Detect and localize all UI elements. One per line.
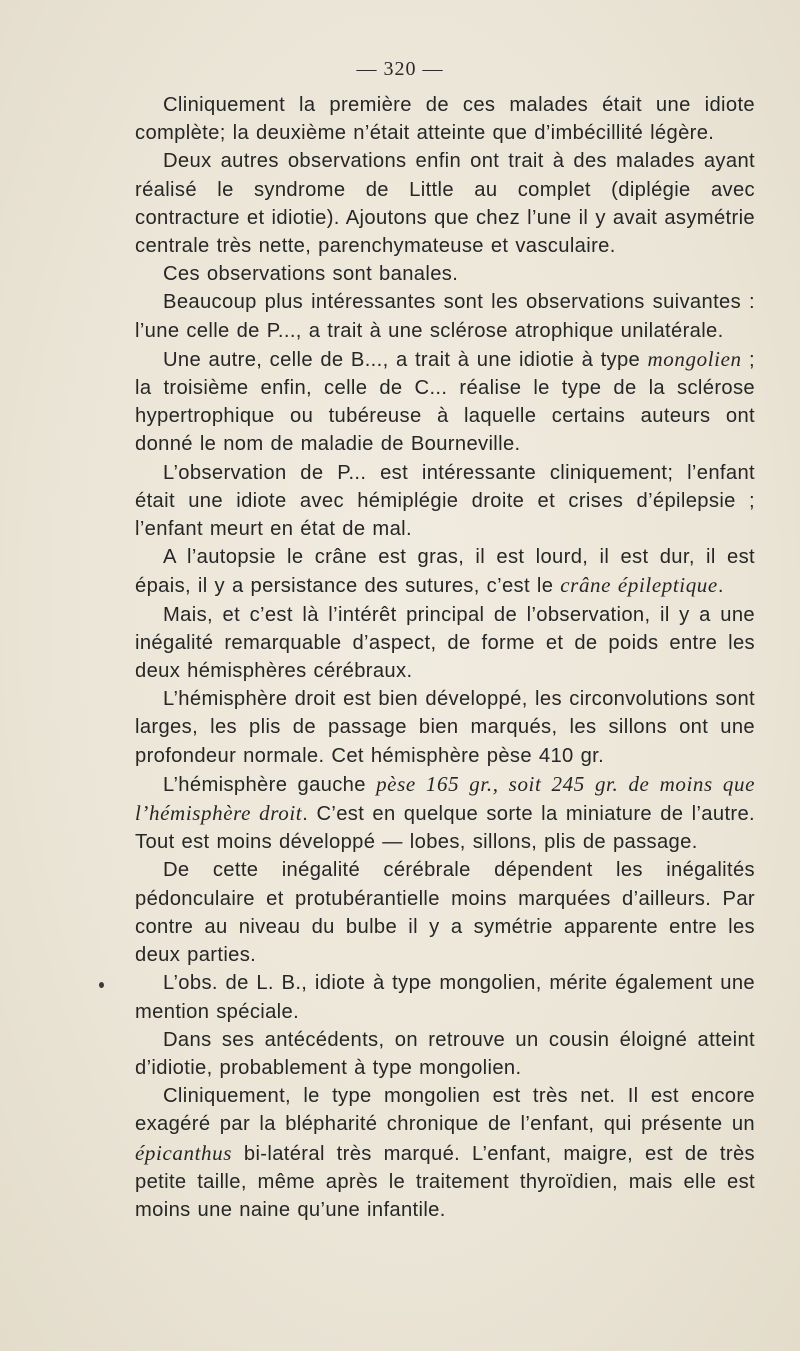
paragraph	[135, 770, 755, 857]
italic-text: mongolien	[647, 346, 742, 371]
paragraph-text: ; la troisième enfin, celle de C... réalise le type de la sclérose hypertrophique ou tubéreuse à laquelle certains auteurs ont donné le nom de maladie de Bourneville.	[135, 348, 755, 456]
paragraph-text: Cliniquement la première de ces malades était une idiote complète; la deuxième n’était atteinte que d’imbécillité légère.	[135, 94, 755, 145]
paragraph	[135, 969, 755, 1025]
paragraph-text: L’hémisphère droit est bien développé, les circonvolutions sont larges, les plis de passage bien marqués, les sillons ont une profondeur normale. Cet hémisphère pèse 410 gr.	[135, 688, 755, 767]
paragraph	[135, 601, 755, 686]
margin-mark	[99, 982, 104, 988]
paragraph-text: Mais, et c’est là l’intérêt principal de l’observation, il y a une inégalité remarquable d’aspect, de forme et de poids entre les deux hémisphères cérébraux.	[135, 603, 755, 683]
italic-text: pèse 165 gr., soit 245 gr. de moins que l’hémisphère droit	[135, 771, 755, 826]
paragraph-text: L’hémisphère gauche	[163, 773, 377, 796]
paragraph-text: Cliniquement, le type mongolien est très net. Il est encore exagéré par la blépharité chronique de l’enfant, qui présente un	[135, 1085, 755, 1136]
paragraph	[135, 288, 755, 344]
paragraph	[135, 1026, 755, 1082]
paragraph	[135, 543, 755, 600]
paragraph-text: L’observation de P... est intéressante cliniquement; l’enfant était une idiote avec hémiplégie droite et crises d’épilepsie ; l’enfant meurt en état de mal.	[135, 461, 755, 541]
paragraph-text: Une autre, celle de B..., a trait à une idiotie à type	[163, 348, 648, 371]
paragraph	[135, 856, 755, 969]
paragraph	[135, 91, 755, 147]
page-number: — 320 —	[356, 58, 444, 80]
paragraph-text: .	[717, 575, 724, 598]
paragraph	[135, 459, 755, 544]
paragraph-text: Ces observations sont banales.	[163, 263, 459, 286]
paragraph	[135, 147, 755, 260]
paragraph-text: Beaucoup plus intéressantes sont les observations suivantes : l’une celle de P..., a trait à une sclérose atrophique unilatérale.	[135, 291, 755, 342]
paragraph-text: A l’autopsie le crâne est gras, il est lourd, il est dur, il est épais, il y a persistance des sutures, c’est le	[135, 546, 755, 598]
italic-text: crâne épileptique	[560, 573, 718, 598]
paragraph-text: . C’est en quelque sorte la miniature de l’autre. Tout est moins développé — lobes, sillons, plis de passage.	[135, 803, 756, 854]
paragraph	[135, 1082, 755, 1224]
paragraph	[135, 345, 755, 459]
paragraph	[135, 685, 755, 770]
body-text	[135, 91, 755, 1224]
paragraph-text: Dans ses antécédents, on retrouve un cousin éloigné atteint d’idiotie, probablement à type mongolien.	[135, 1028, 755, 1079]
paragraph	[135, 260, 755, 288]
paragraph-text: L’obs. de L. B., idiote à type mongolien, mérite également une mention spéciale.	[135, 972, 755, 1023]
italic-text: épicanthus	[135, 1140, 232, 1165]
paragraph-text: De cette inégalité cérébrale dépendent les inégalités pédonculaire et protubérantielle moins marquées d’ailleurs. Par contre au niveau du bulbe il y a symétrie apparente entre les deux parties.	[135, 859, 755, 967]
paragraph-text: bi-latéral très marqué. L’enfant, maigre, est de très petite taille, même après le traitement thyroïdien, mais elle est moins une naine qu’une infantile.	[135, 1142, 755, 1221]
paragraph-text: Deux autres observations enfin ont trait à des malades ayant réalisé le syndrome de Little au complet (diplégie avec contracture et idiotie). Ajoutons que chez l’une il y avait asymétrie centrale très nette, parenchymateuse et vasculaire.	[135, 150, 755, 258]
